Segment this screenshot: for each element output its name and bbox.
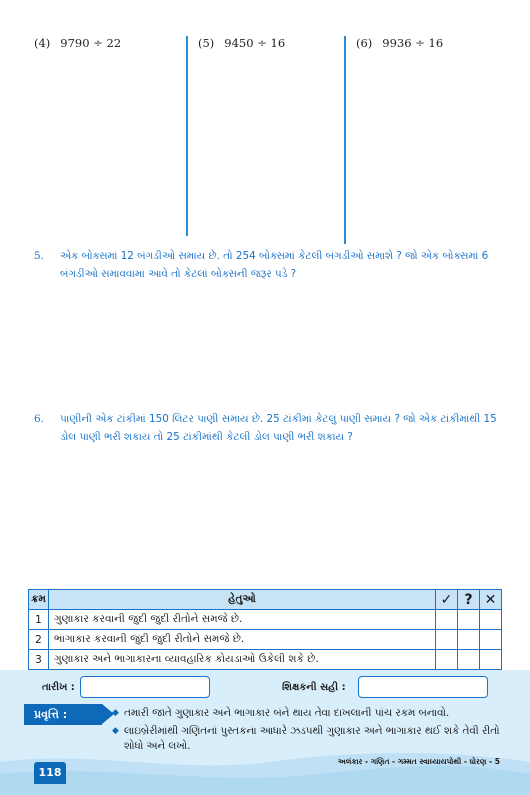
problem-5 xyxy=(198,36,285,50)
teacher-sign-field[interactable] xyxy=(358,676,488,698)
row-objective: ભાગાકાર કરવાની જુદી જુદી રીતોને સમજે છે. xyxy=(49,630,436,650)
activity-list xyxy=(112,706,502,757)
problem-number: (4) xyxy=(34,36,51,50)
list-item xyxy=(112,724,502,754)
question-5 xyxy=(34,247,504,283)
list-item xyxy=(112,706,502,721)
row-serial: 3 xyxy=(29,650,49,670)
question-checkbox[interactable] xyxy=(458,630,480,650)
division-problems xyxy=(0,0,530,250)
cross-icon: ✕ xyxy=(480,590,502,610)
problem-expression: 9936 ÷ 16 xyxy=(382,36,444,50)
table-row xyxy=(29,610,502,630)
question-text: પાણીની એક ટાંકીમાં 150 લિટર પાણી સમાય છે. 25 ટાંકીમાં કેટલું પાણી સમાય ? જો એક ટાંકીમાંથી 15 ડોલ પાણી ભરી શકાય તો 25 ટાંકીમાંથી કેટલી ડોલ પાણી ભરી શકાય ? xyxy=(60,413,497,443)
problem-expression: 9450 ÷ 16 xyxy=(224,36,286,50)
question-checkbox[interactable] xyxy=(458,650,480,670)
question-checkbox[interactable] xyxy=(458,610,480,630)
activity-label: પ્રવૃત્તિ : xyxy=(24,704,102,725)
objectives-header-row xyxy=(29,590,502,610)
activity-text: તમારી જાતે ગુણાકાર અને ભાગાકાર બંને થાય તેવા દાખલાની પાંચ રકમ બનાવો. xyxy=(124,707,450,719)
row-serial: 1 xyxy=(29,610,49,630)
problem-4 xyxy=(34,36,121,50)
question-number: 5. xyxy=(34,250,44,262)
page-number: 118 xyxy=(34,762,66,784)
problem-number: (6) xyxy=(356,36,373,50)
teacher-sign-label: શિક્ષકની સહી : xyxy=(282,682,346,693)
diamond-bullet-icon: ◆ xyxy=(112,708,119,718)
tick-checkbox[interactable] xyxy=(436,610,458,630)
objectives-header: હેતુઓ xyxy=(49,590,436,610)
question-6 xyxy=(34,410,504,446)
column-divider xyxy=(186,36,188,236)
question-mark-icon: ? xyxy=(458,590,480,610)
diamond-bullet-icon: ◆ xyxy=(112,726,119,736)
problem-number: (5) xyxy=(198,36,215,50)
serial-header: ક્રમ xyxy=(29,590,49,610)
problem-6 xyxy=(356,36,443,50)
table-row xyxy=(29,650,502,670)
cross-checkbox[interactable] xyxy=(480,650,502,670)
row-objective: ગુણાકાર અને ભાગાકારના વ્યાવહારિક કોયડાઓ ઉકેલી શકે છે. xyxy=(49,650,436,670)
table-row xyxy=(29,630,502,650)
tick-checkbox[interactable] xyxy=(436,630,458,650)
question-text: એક બોક્સમાં 12 બંગડીઓ સમાય છે. તો 254 બોક્સમાં કેટલી બંગડીઓ સમાશે ? જો એક બોક્સમાં 6 બંગડીઓ સમાવવામાં આવે તો કેટલાં બોક્સની જરૂર પડે ? xyxy=(60,250,489,280)
row-serial: 2 xyxy=(29,630,49,650)
tick-icon: ✓ xyxy=(436,590,458,610)
problem-expression: 9790 ÷ 22 xyxy=(60,36,122,50)
date-field[interactable] xyxy=(80,676,210,698)
cross-checkbox[interactable] xyxy=(480,610,502,630)
column-divider xyxy=(344,36,346,244)
cross-checkbox[interactable] xyxy=(480,630,502,650)
question-number: 6. xyxy=(34,413,44,425)
activity-text: લાઇબ્રેરીમાંથી ગણિતનાં પુસ્તકના આધારે ઝડપથી ગુણાકાર અને ભાગાકાર થઈ શકે તેવી રીતો શોધો અને લખો. xyxy=(124,725,500,752)
objectives-table xyxy=(28,589,502,670)
footer-book-title: અલંકાર - ગણિત - ગમ્મત સ્વાધ્યાયપોથી - ધોરણ - 5 xyxy=(337,757,500,766)
row-objective: ગુણાકાર કરવાની જુદી જુદી રીતોને સમજે છે. xyxy=(49,610,436,630)
tick-checkbox[interactable] xyxy=(436,650,458,670)
date-label: તારીખ : xyxy=(42,682,75,693)
